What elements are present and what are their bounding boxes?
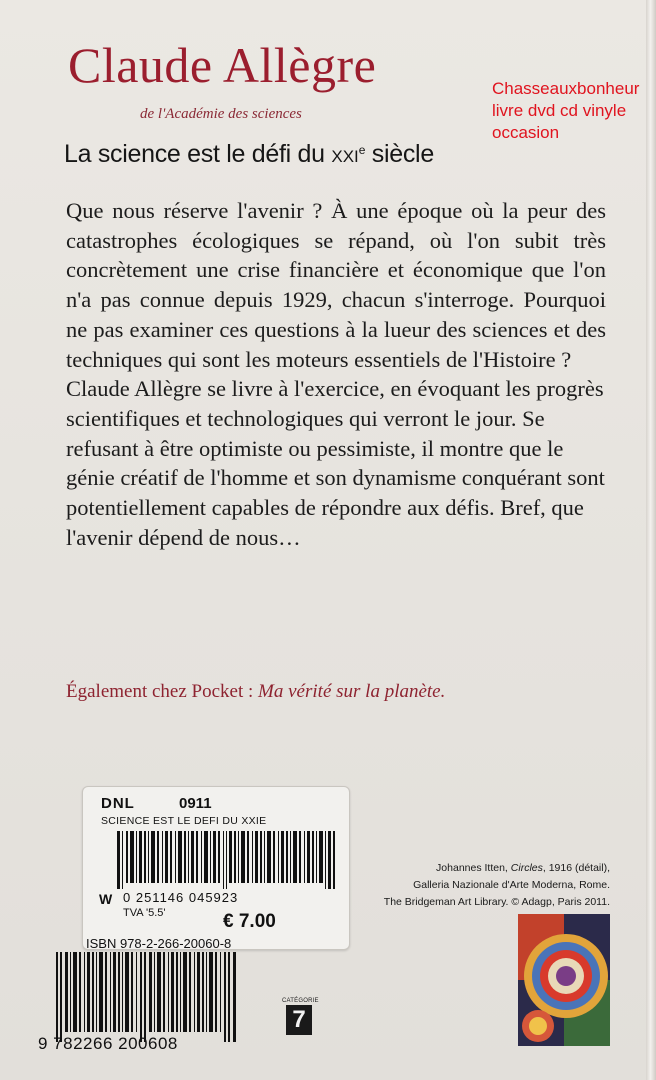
title-part-2: siècle xyxy=(365,140,434,168)
book-title xyxy=(64,140,434,169)
category-label: CATÉGORIE xyxy=(282,998,319,1004)
credit-line-1 xyxy=(350,860,610,877)
credit-work-rest: , 1916 (détail), xyxy=(542,862,610,874)
category-badge xyxy=(282,998,319,1035)
sticker-tva: TVA '5.5' xyxy=(123,907,166,919)
sticker-barcode xyxy=(117,831,335,889)
sticker-code: 0911 xyxy=(179,795,212,812)
cover-edge xyxy=(646,0,656,1080)
seller-watermark xyxy=(492,78,639,144)
title-part-1: La science est le défi du xyxy=(64,140,332,168)
also-by-label: Également chez Pocket : xyxy=(66,681,259,702)
sticker-dept: DNL xyxy=(101,795,135,812)
price-sticker xyxy=(82,786,350,950)
sticker-price: € 7.00 xyxy=(223,911,276,932)
isbn-number: ISBN 978-2-266-20060-8 xyxy=(86,936,232,951)
circles-artwork xyxy=(518,914,610,1046)
watermark-line-1: Chasseauxbonheur xyxy=(492,79,640,98)
watermark-line-3: occasion xyxy=(492,123,560,142)
author-affiliation: de l'Académie des sciences xyxy=(140,106,302,122)
title-century-sup: e xyxy=(358,143,366,157)
also-by-line xyxy=(66,681,445,703)
title-century: XXI xyxy=(331,147,359,166)
credit-line-2: Galleria Nazionale d'Arte Moderna, Rome. xyxy=(413,879,610,891)
watermark-line-2: livre dvd cd vinyle xyxy=(492,101,627,120)
blurb xyxy=(66,196,606,552)
sticker-prefix: W xyxy=(99,891,113,907)
author-name: Claude Allègre xyxy=(68,37,377,93)
category-number: 7 xyxy=(286,1005,312,1035)
also-by-book: Ma vérité sur la planète. xyxy=(258,681,446,702)
blurb-paragraph-2: Claude Allègre se livre à l'exercice, en évoquant les progrès scientifiques et technologiques qui verront le jour. Se refusant à être optimiste ou pessimiste, il montre que le génie créatif de l'homme et son dynamisme conquérant sont potentiellement capables de répondre aux défis. Bref, que l'avenir dépend de nous… xyxy=(66,376,605,550)
sticker-title: SCIENCE EST LE DEFI DU XXIE xyxy=(101,815,267,827)
image-credit xyxy=(350,860,610,911)
credit-work: Circles xyxy=(510,862,543,874)
ean-digits: 9 782266 200608 xyxy=(38,1034,178,1053)
credit-line-3: The Bridgeman Art Library. © Adagp, Paris 2011. xyxy=(383,896,610,908)
credit-artist: Johannes Itten, xyxy=(436,862,511,874)
blurb-paragraph-1: Que nous réserve l'avenir ? À une époque où la peur des catastrophes écologiques se répand, où l'on subit très concrètement une crise financière et économique que l'on n'a pas connue depuis 1929, chacun s'interroge. Pourquoi ne pas examiner ces questions à la lueur des sciences et des techniques qui sont les moteurs essentiels de l'Histoire ? xyxy=(66,198,606,372)
isbn-barcode xyxy=(56,952,236,1042)
sticker-digits: 0 251146 045923 xyxy=(123,890,239,905)
